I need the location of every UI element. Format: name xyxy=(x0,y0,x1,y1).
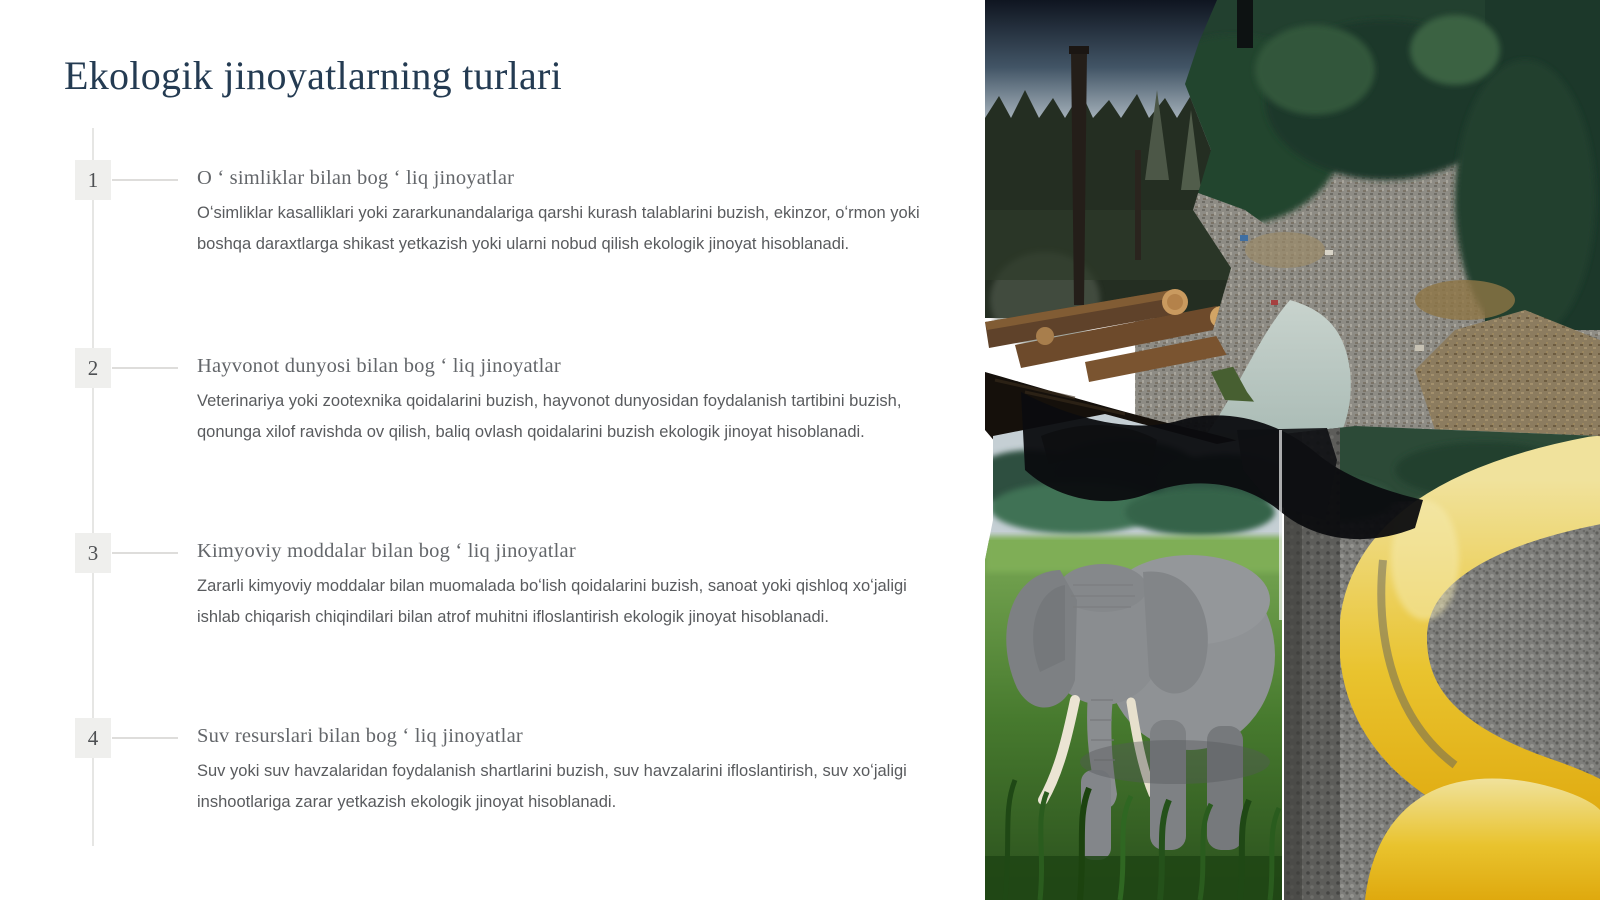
item-heading: Suv resurslari bilan bog ʻ liq jinoyatlar xyxy=(197,725,523,747)
item-body: Oʻsimliklar kasalliklari yoki zararkunandalariga qarshi kurash talablarini buzish, ekinzor, oʻrmon yoki boshqa daraxtlarga shikast yetkazish yoki ularni nobud qilish ekologik jinoyat hisoblanadi. xyxy=(197,204,920,253)
item-heading: O ʻ simliklar bilan bog ʻ liq jinoyatlar xyxy=(197,167,515,189)
photo-collage xyxy=(985,0,1600,900)
item-connector-line xyxy=(112,179,178,181)
item-connector-line xyxy=(112,367,178,369)
item-number-badge: 1 xyxy=(75,160,111,200)
item-heading: Hayvonot dunyosi bilan bog ʻ liq jinoyatlar xyxy=(197,355,561,377)
item-number-badge: 2 xyxy=(75,348,111,388)
item-heading: Kimyoviy moddalar bilan bog ʻ liq jinoyatlar xyxy=(197,540,576,562)
item-body: Veterinariya yoki zootexnika qoidalarini buzish, hayvonot dunyosidan foydalanish tartibini buzish, qonunga xilof ravishda ov qilish, baliq ovlash qoidalarini buzish ekologik jinoyat hisoblanadi. xyxy=(197,392,902,441)
page-title: Ekologik jinoyatlarning turlari xyxy=(64,53,563,98)
photo-collage-graphic xyxy=(985,0,1600,900)
item-body: Zararli kimyoviy moddalar bilan muomalada boʻlish qoidalarini buzish, sanoat yoki qishloq xoʻjaligi ishlab chiqarish chiqindilari bilan atrof muhitni ifloslantirish ekologik jinoyat hisoblanadi. xyxy=(197,577,907,626)
item-connector-line xyxy=(112,552,178,554)
item-body: Suv yoki suv havzalaridan foydalanish shartlarini buzish, suv havzalarini ifloslantirish, suv xoʻjaligi inshootlariga zarar yetkazish ekologik jinoyat hisoblanadi. xyxy=(197,762,907,811)
item-number-badge: 4 xyxy=(75,718,111,758)
item-number-badge: 3 xyxy=(75,533,111,573)
item-connector-line xyxy=(112,737,178,739)
